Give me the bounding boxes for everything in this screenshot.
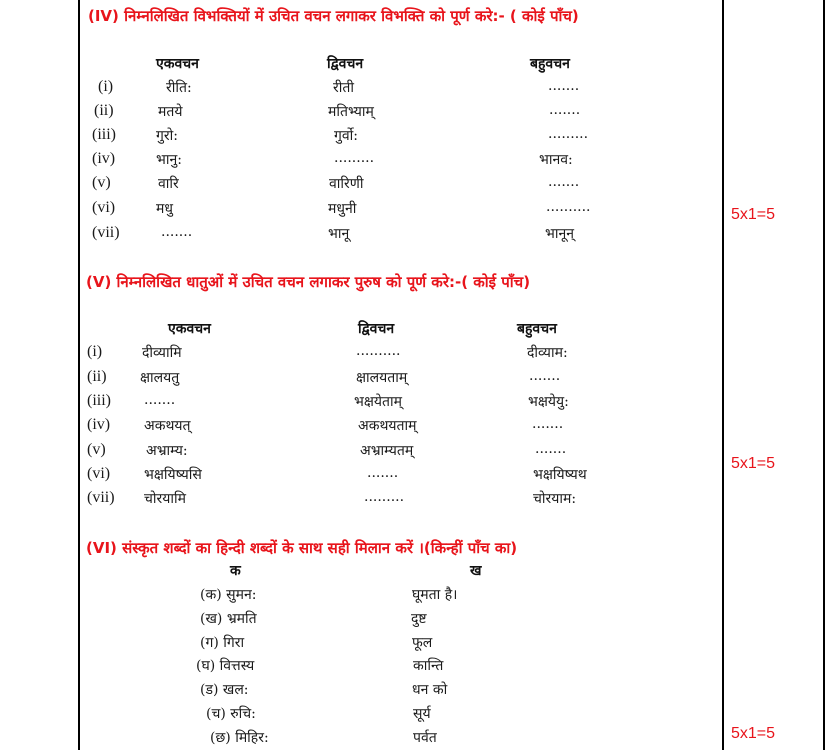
dual-cell: गुर्वो:: [334, 128, 359, 144]
section-v-col-singular: एकवचन: [168, 321, 211, 337]
singular-cell: भक्षयिष्यसि: [144, 467, 202, 483]
sanskrit-word: (क) सुमन:: [200, 587, 257, 603]
marks-column-border: [722, 0, 724, 750]
singular-cell: दीव्यामि: [142, 345, 182, 361]
section-iv-col-dual: द्विवचन: [327, 56, 364, 72]
plural-cell: .......: [548, 78, 580, 94]
row-number: (iv): [92, 150, 116, 167]
dual-cell: अभ्राम्यतम्: [360, 443, 414, 459]
singular-cell: भानु:: [156, 152, 182, 168]
row-number: (v): [92, 174, 111, 191]
section-vi-marks: 5x1=5: [731, 725, 776, 742]
sanskrit-word: (घ) वित्तस्य: [196, 658, 255, 674]
sanskrit-word: (च) रुचि:: [206, 706, 256, 722]
dual-cell: वारिणी: [329, 176, 364, 192]
right-border: [823, 0, 825, 750]
dual-cell: मधुनी: [328, 201, 357, 217]
dual-cell: ..........: [356, 343, 401, 359]
row-number: (vii): [87, 489, 115, 506]
plural-cell: ..........: [546, 199, 591, 215]
section-v-col-plural: बहुवचन: [517, 321, 557, 337]
sanskrit-word: (ग) गिरा: [200, 635, 245, 651]
singular-cell: अभ्राम्य:: [146, 443, 188, 459]
row-number: (iv): [87, 416, 111, 433]
dual-cell: रीती: [333, 80, 354, 96]
singular-cell: क्षालयतु: [140, 370, 180, 386]
plural-cell: भक्षयिष्यथ: [533, 467, 587, 483]
row-number: (iii): [87, 392, 111, 409]
sanskrit-word: (ख) भ्रमति: [200, 611, 257, 627]
dual-cell: क्षालयताम्: [356, 370, 408, 386]
singular-cell: रीति:: [166, 80, 192, 96]
dual-cell: .........: [364, 489, 405, 505]
singular-cell: वारि: [158, 176, 179, 192]
singular-cell: .......: [144, 392, 176, 408]
singular-cell: चोरयामि: [144, 491, 186, 507]
plural-cell: .......: [549, 102, 581, 118]
row-number: (vii): [92, 224, 120, 241]
hindi-word: पर्वत: [413, 730, 437, 746]
plural-cell: चोरयाम:: [533, 491, 577, 507]
singular-cell: अकथयत्: [144, 418, 191, 434]
singular-cell: मधु: [156, 201, 173, 217]
row-number: (ii): [94, 102, 114, 119]
row-number: (iii): [92, 126, 116, 143]
section-iv-heading: (IV) निम्नलिखित विभक्तियों में उचित वचन लगाकर विभक्ति को पूर्ण करे:- ( कोई पाँच): [88, 7, 579, 25]
plural-cell: भक्षयेयु:: [528, 394, 569, 410]
singular-cell: मतये: [158, 104, 183, 120]
plural-cell: भानव:: [539, 152, 573, 168]
section-vi-col-b: ख: [470, 563, 482, 579]
section-iv-col-plural: बहुवचन: [530, 56, 570, 72]
section-vi-col-a: क: [230, 563, 241, 579]
hindi-word: धन को: [412, 682, 448, 698]
left-border: [78, 0, 80, 750]
hindi-word: कान्ति: [413, 658, 444, 674]
hindi-word: घूमता है।: [412, 587, 458, 603]
dual-cell: अकथयताम्: [358, 418, 417, 434]
sanskrit-word: (छ) मिहिर:: [210, 730, 269, 746]
row-number: (vi): [87, 465, 111, 482]
row-number: (v): [87, 441, 106, 458]
section-v-marks: 5x1=5: [731, 455, 776, 472]
sanskrit-word: (ड) खल:: [200, 682, 249, 698]
row-number: (i): [98, 78, 114, 95]
dual-cell: .........: [334, 150, 375, 166]
plural-cell: भानून्: [545, 226, 575, 242]
dual-cell: भानू: [328, 226, 350, 242]
section-v-heading: (V) निम्नलिखित धातुओं में उचित वचन लगाकर पुरुष को पूर्ण करे:-( कोई पाँच): [86, 273, 531, 291]
section-vi-heading: (VI) संस्कृत शब्दों का हिन्दी शब्दों के साथ सही मिलान करें ।(किन्हीं पाँच का): [86, 539, 518, 557]
row-number: (vi): [92, 199, 116, 216]
plural-cell: .......: [548, 174, 580, 190]
section-v-col-dual: द्विवचन: [358, 321, 395, 337]
section-iv-col-singular: एकवचन: [156, 56, 199, 72]
singular-cell: .......: [161, 224, 193, 240]
dual-cell: भक्षयेताम्: [354, 394, 402, 410]
plural-cell: .......: [532, 416, 564, 432]
plural-cell: .......: [529, 368, 561, 384]
hindi-word: सूर्य: [413, 706, 431, 722]
plural-cell: .........: [548, 126, 589, 142]
section-iv-marks: 5x1=5: [731, 206, 776, 223]
row-number: (ii): [87, 368, 107, 385]
plural-cell: दीव्याम:: [527, 345, 568, 361]
singular-cell: गुरो:: [156, 128, 178, 144]
dual-cell: .......: [367, 465, 399, 481]
row-number: (i): [87, 343, 103, 360]
hindi-word: दुष्ट: [411, 611, 427, 627]
plural-cell: .......: [535, 441, 567, 457]
hindi-word: फूल: [412, 635, 433, 651]
dual-cell: मतिभ्याम्: [328, 104, 374, 120]
